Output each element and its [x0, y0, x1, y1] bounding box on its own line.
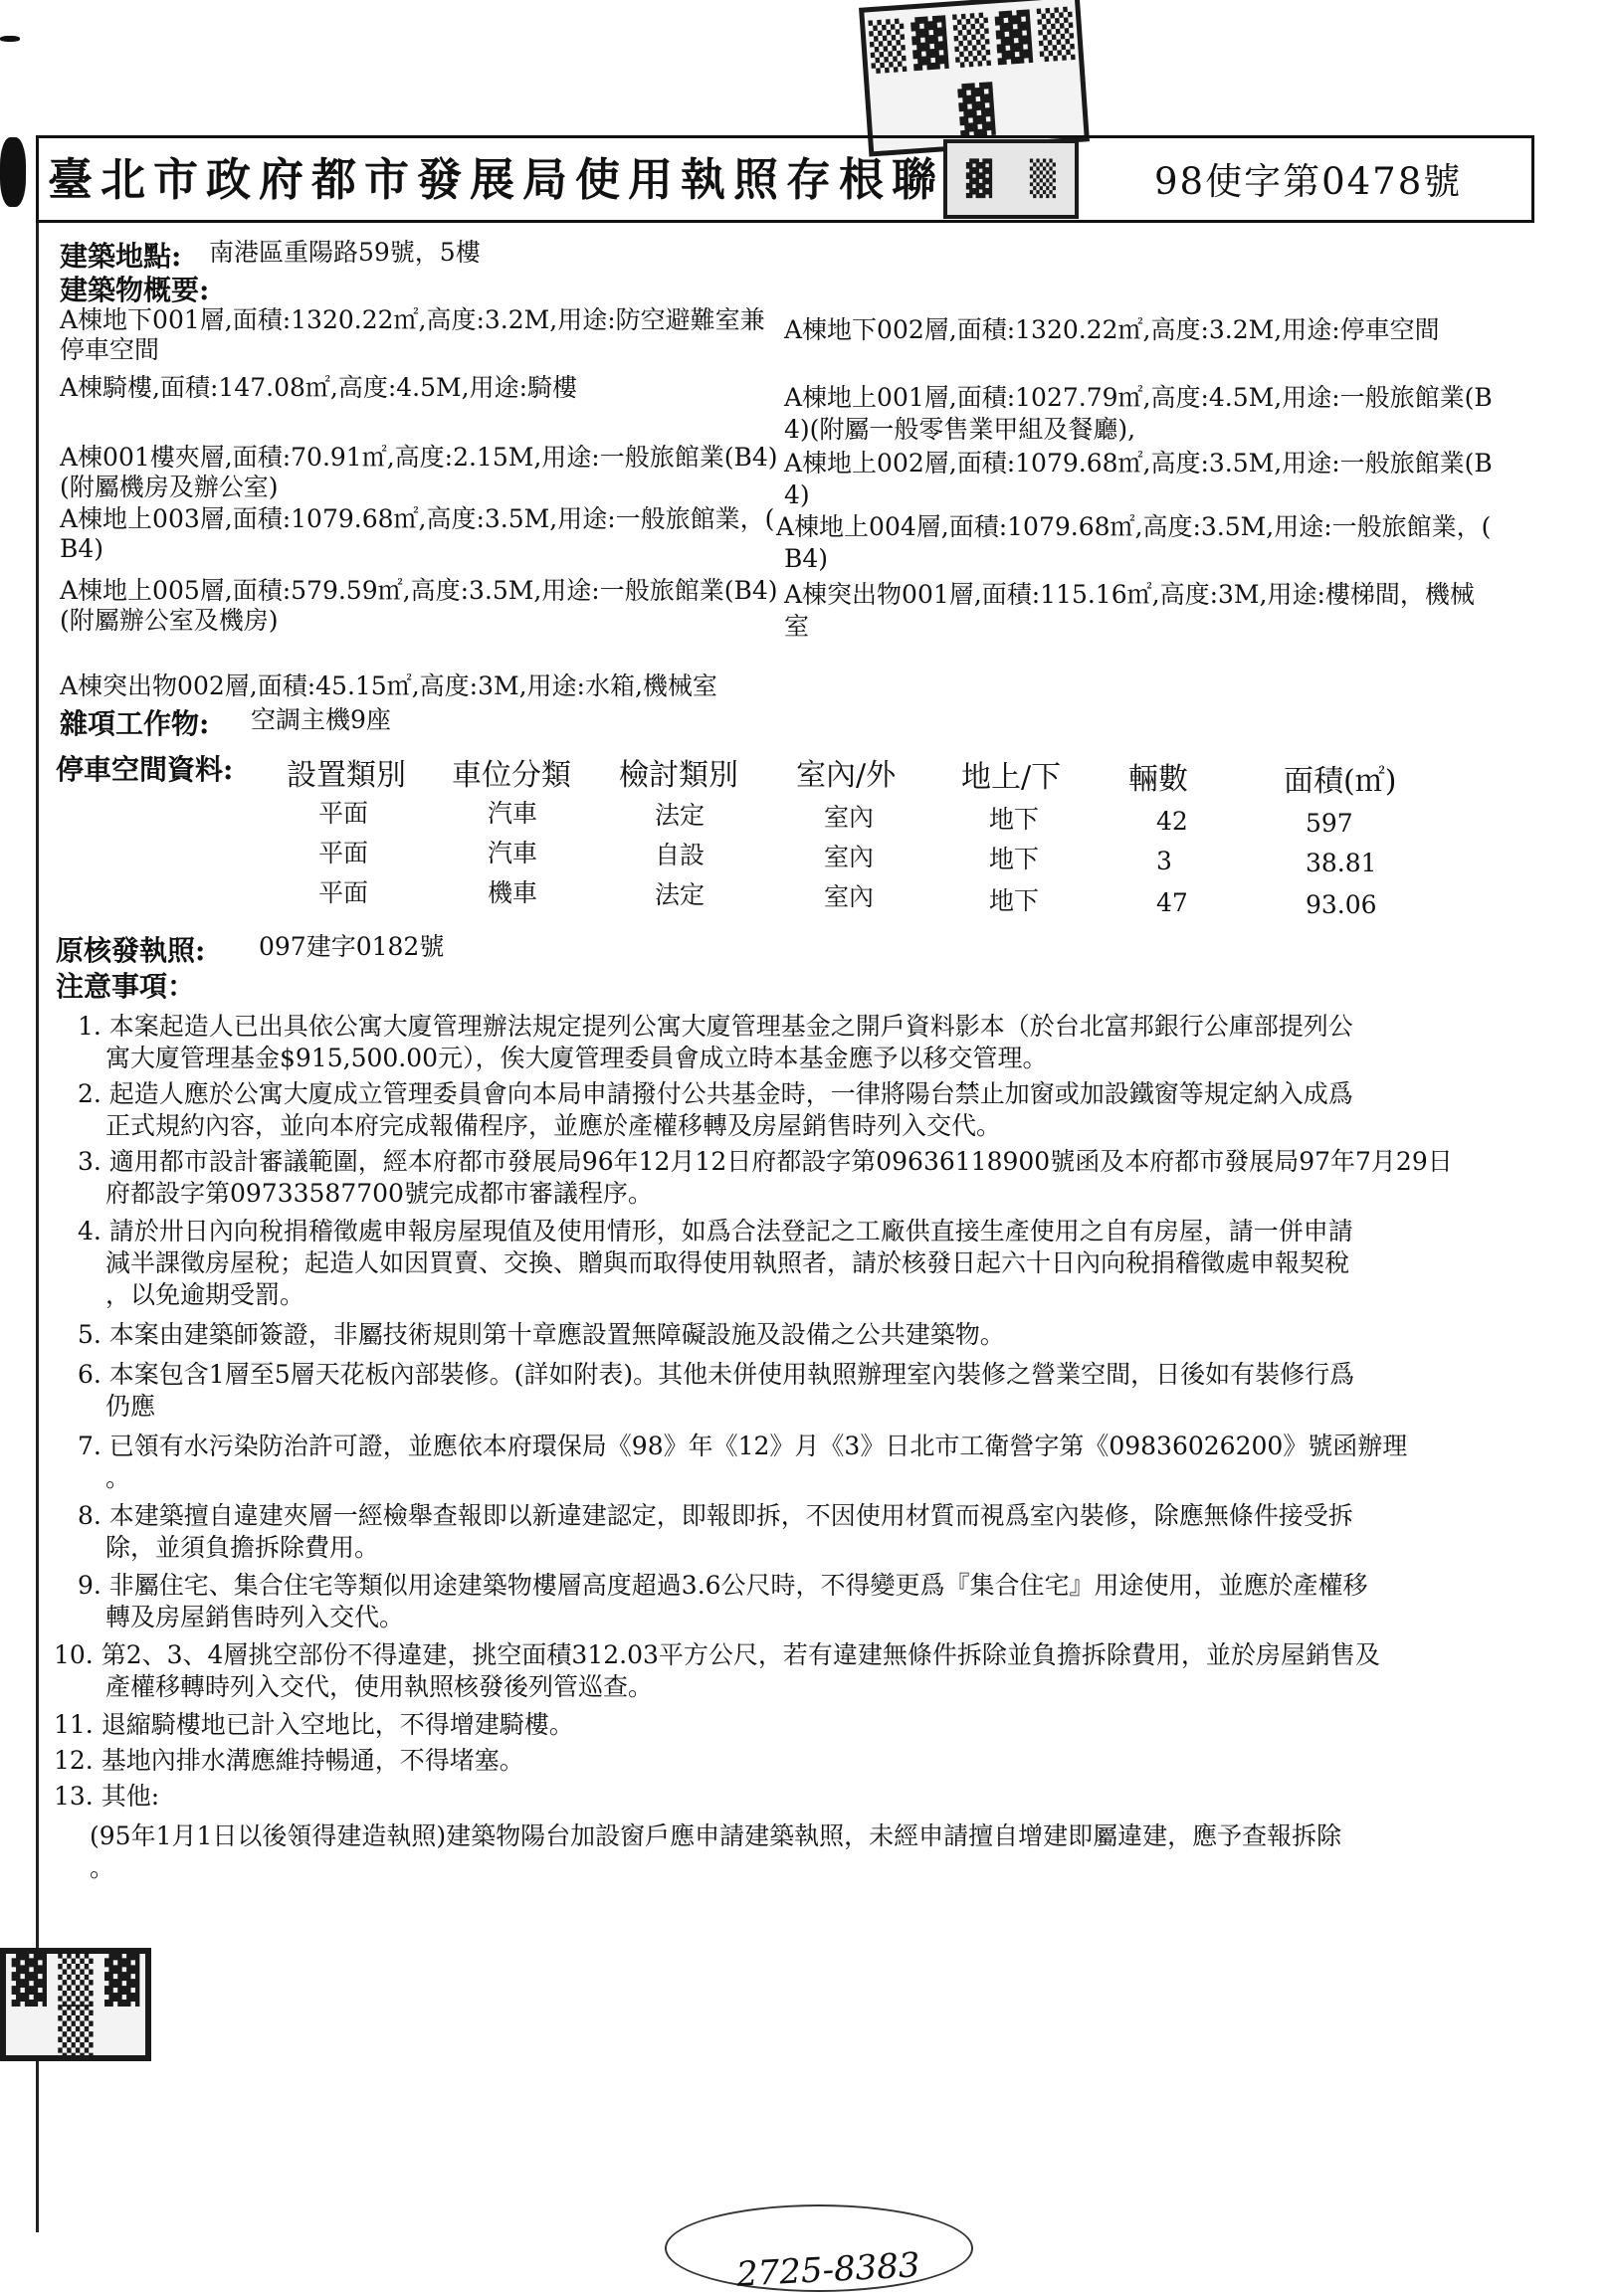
- overview-line: A棟騎樓,面積:147.08㎡,高度:4.5M,用途:騎樓: [60, 373, 577, 402]
- overview-line: 4): [784, 480, 810, 509]
- note-line: 寓大廈管理基金$915,500.00元），俟大廈管理委員會成立時本基金應予以移交管理。: [105, 1044, 1048, 1072]
- original-permit-value: 097建字0182號: [259, 932, 445, 961]
- note-line: 轉及房屋銷售時列入交代。: [105, 1603, 405, 1631]
- overview-line: 4)(附屬一般零售業甲組及餐廳),: [784, 415, 1136, 444]
- parking-col-header: 地上/下: [961, 760, 1062, 795]
- note-line: 正式規約內容，並向本府完成報備程序，並應於產權移轉及房屋銷售時列入交代。: [105, 1111, 1002, 1140]
- seal-glyph: ▓: [909, 14, 949, 72]
- seal-glyph: ▓: [994, 8, 1034, 66]
- seal-glyph: ▓: [103, 1953, 140, 2007]
- footer-number: 2725-8383: [735, 2245, 921, 2295]
- overview-line: A棟地上003層,面積:1079.68㎡,高度:3.5M,用途:一般旅館業，(: [60, 504, 775, 533]
- note-line: 8. 本建築擅自違建夾層一經檢舉查報即以新違建認定，即報即拆，不因使用材質而視爲室內裝修，除應無條件接受拆: [78, 1501, 1353, 1530]
- parking-cell: 地下: [989, 805, 1040, 834]
- parking-cell: 自設: [655, 841, 706, 869]
- note-line: 產權移轉時列入交代，使用執照核發後列管巡查。: [105, 1672, 654, 1701]
- seal-glyph: ▒: [58, 2005, 94, 2058]
- overview-line: A棟地下002層,面積:1320.22㎡,高度:3.2M,用途:停車空間: [784, 315, 1440, 344]
- note-line: 5. 本案由建築師簽證，非屬技術規則第十章應設置無障礙設施及設備之公共建築物。: [78, 1320, 1005, 1349]
- notes-label: 注意事項：: [56, 970, 196, 1003]
- note-line: 4. 請於卅日內向稅捐稽徵處申報房屋現值及使用情形，如爲合法登記之工廠供直接生產使用之自有房屋，請一併申請: [78, 1217, 1353, 1245]
- note-line: 10. 第2、3、4層挑空部份不得違建，挑空面積312.03平方公尺，若有違建無條件拆除並負擔拆除費用，並於房屋銷售及: [54, 1640, 1380, 1669]
- overview-label: 建築物概要:: [60, 274, 210, 306]
- permit-number: 98使字第0478號: [1154, 160, 1463, 203]
- document-title: 臺北市政府都市發展局使用執照存根聯: [48, 153, 945, 206]
- note-line: 府都設字第09733587700號完成都市審議程序。: [105, 1179, 653, 1208]
- note-line: 。: [105, 1463, 131, 1492]
- parking-cell: 法定: [655, 880, 706, 909]
- parking-cell: 93.06: [1306, 890, 1377, 919]
- parking-col-header: 檢討類別: [619, 758, 738, 793]
- parking-cell: 汽車: [488, 839, 538, 867]
- parking-cell: 47: [1156, 888, 1188, 917]
- parking-cell: 室內: [824, 843, 875, 871]
- parking-col-header: 室內/外: [796, 758, 897, 793]
- note-line: 12. 基地內排水溝應維持暢通，不得堵塞。: [54, 1746, 524, 1775]
- note-line: 11. 退縮騎樓地已計入空地比，不得增建騎樓。: [54, 1710, 574, 1739]
- parking-cell: 地下: [989, 845, 1040, 873]
- overview-line: (附屬辦公室及機房): [60, 606, 279, 635]
- parking-cell: 平面: [318, 799, 369, 828]
- seal-glyph: ▓: [965, 159, 993, 199]
- note-line: 13. 其他:: [54, 1782, 160, 1811]
- overview-line: B4): [784, 544, 829, 573]
- parking-cell: 平面: [318, 839, 369, 867]
- overview-line: A棟地下001層,面積:1320.22㎡,高度:3.2M,用途:防空避難室兼: [60, 305, 765, 334]
- parking-cell: 法定: [655, 801, 706, 830]
- note-line: (95年1月1日以後領得建造執照)建築物陽台加設窗戶應申請建築執照，未經申請擅自增建即屬違建，應予查報拆除: [90, 1821, 1342, 1850]
- parking-cell: 38.81: [1306, 849, 1377, 877]
- note-line: 9. 非屬住宅、集合住宅等類似用途建築物樓層高度超過3.6公尺時，不得變更爲『集合住宅』用途使用，並應於產權移: [78, 1571, 1368, 1600]
- site-value: 南港區重陽路59號，5樓: [209, 238, 481, 267]
- ink-blot: [0, 36, 20, 42]
- parking-cell: 機車: [488, 878, 538, 907]
- parking-col-header: 面積(㎡): [1284, 764, 1397, 799]
- seal-glyph: ▒: [868, 17, 908, 75]
- misc-value: 空調主機9座: [251, 705, 391, 734]
- seal-glyph: ▓: [11, 1953, 48, 2007]
- seal-glyph: ▒: [58, 1953, 94, 2007]
- note-line: 6. 本案包含1層至5層天花板內部裝修。(詳如附表)。其他未併使用執照辦理室內裝修之營業空間，日後如有裝修行爲: [78, 1360, 1355, 1389]
- note-line: 除，並須負擔拆除費用。: [105, 1533, 380, 1562]
- overview-line: A棟地上005層,面積:579.59㎡,高度:3.5M,用途:一般旅館業(B4): [60, 576, 778, 605]
- overview-line: A棟地上004層,面積:1079.68㎡,高度:3.5M,用途:一般旅館業，(: [776, 512, 1492, 541]
- note-line: 7. 已領有水污染防治許可證，並應依本府環保局《98》年《12》月《3》日北市工衛營字第《09836026200》號函辦理: [78, 1432, 1408, 1460]
- overview-line: 室: [784, 612, 810, 641]
- parking-col-header: 輛數: [1128, 762, 1188, 797]
- site-label: 建築地點:: [60, 240, 182, 273]
- ink-blot: [0, 137, 26, 207]
- top-official-seal: [859, 0, 1090, 157]
- overview-line: B4): [60, 534, 104, 563]
- parking-label: 停車空間資料:: [56, 753, 234, 786]
- overview-line: A棟地上002層,面積:1079.68㎡,高度:3.5M,用途:一般旅館業(B: [784, 449, 1493, 478]
- parking-cell: 平面: [318, 878, 369, 907]
- seal-glyph: ▒: [1036, 6, 1076, 63]
- overview-line: A棟001樓夾層,面積:70.91㎡,高度:2.15M,用途:一般旅館業(B4): [60, 443, 778, 472]
- overview-line: (附屬機房及辦公室): [60, 473, 279, 501]
- original-permit-label: 原核發執照:: [56, 934, 206, 967]
- parking-cell: 3: [1156, 847, 1172, 875]
- misc-label: 雜項工作物:: [60, 707, 210, 740]
- seal-glyph: ▓: [956, 81, 996, 138]
- parking-cell: 42: [1156, 807, 1188, 836]
- parking-cell: 汽車: [488, 799, 538, 828]
- seal-glyph: ▒: [1029, 159, 1057, 199]
- seal-glyph: ▒: [951, 11, 992, 69]
- overview-line: 停車空間: [60, 335, 160, 364]
- parking-cell: 地下: [989, 886, 1040, 915]
- note-line: 2. 起造人應於公寓大廈成立管理委員會向本局申請撥付公共基金時，一律將陽台禁止加窗或加設鐵窗等規定納入成爲: [78, 1079, 1353, 1108]
- parking-cell: 597: [1306, 809, 1353, 838]
- parking-col-header: 設置類別: [287, 758, 406, 793]
- parking-col-header: 車位分類: [452, 758, 571, 793]
- overview-line: A棟突出物002層,面積:45.15㎡,高度:3M,用途:水箱,機械室: [60, 671, 717, 700]
- parking-cell: 室內: [824, 882, 875, 911]
- note-line: ，以免逾期受罰。: [105, 1280, 305, 1309]
- overview-line: A棟地上001層,面積:1027.79㎡,高度:4.5M,用途:一般旅館業(B: [784, 383, 1493, 412]
- note-line: 1. 本案起造人已出具依公寓大廈管理辦法規定提列公寓大廈管理基金之開戶資料影本（於台北富邦銀行公庫部提列公: [78, 1012, 1353, 1041]
- note-line: 仍應: [105, 1392, 156, 1421]
- parking-cell: 室內: [824, 803, 875, 832]
- overview-line: A棟突出物001層,面積:115.16㎡,高度:3M,用途:樓梯間，機械: [784, 580, 1475, 609]
- bottom-official-seal: [0, 1948, 151, 2061]
- note-line: 。: [90, 1853, 115, 1882]
- note-line: 減半課徵房屋稅；起造人如因買賣、交換、贈與而取得使用執照者，請於核發日起六十日內向稅捐稽徵處申報契稅: [105, 1248, 1350, 1277]
- note-line: 3. 適用都市設計審議範圍，經本府都市發展局96年12月12日府都設字第09636118900號函及本府都市發展局97年7月29日: [78, 1147, 1453, 1176]
